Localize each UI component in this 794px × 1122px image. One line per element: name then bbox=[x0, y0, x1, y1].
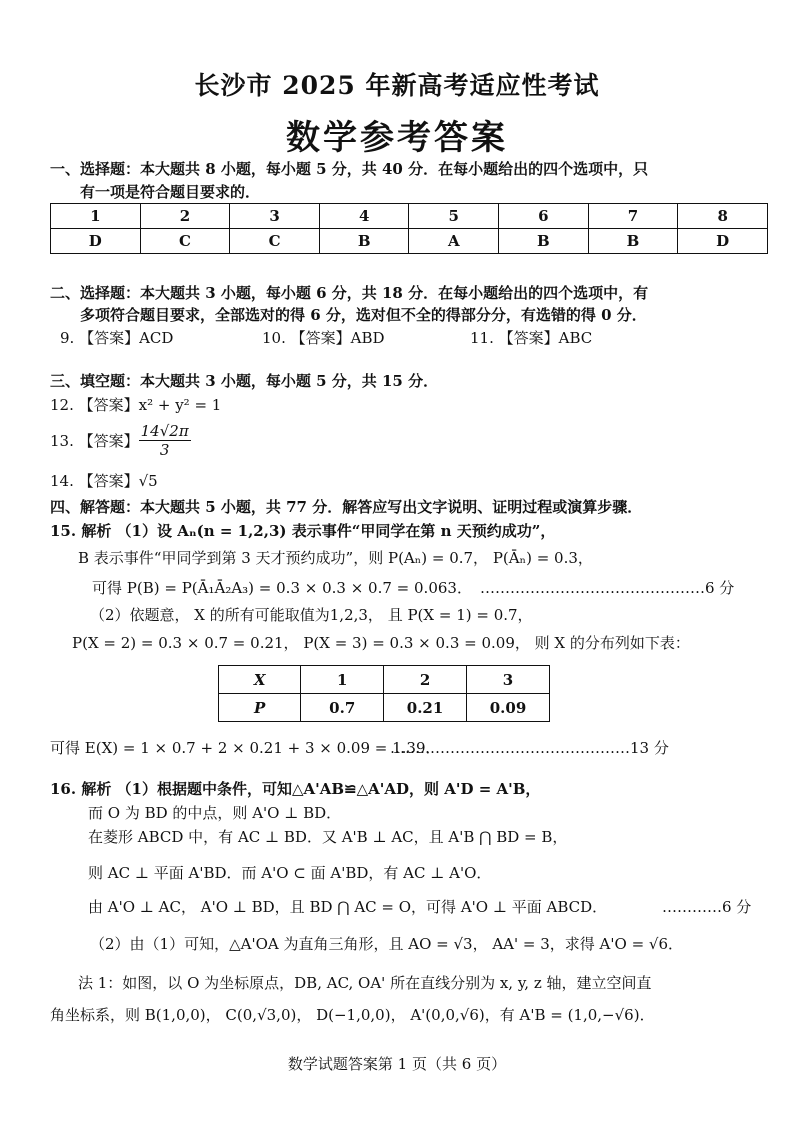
table-cell: 7 bbox=[588, 204, 678, 229]
table-cell: D bbox=[678, 229, 768, 254]
mcq-answer-table bbox=[50, 203, 768, 254]
table-cell: 1 bbox=[51, 204, 141, 229]
table-cell: 8 bbox=[678, 204, 768, 229]
fraction-denominator: 3 bbox=[159, 441, 170, 459]
table-cell: X bbox=[219, 666, 301, 694]
q15-line5: P(X = 2) = 0.3 × 0.7 = 0.21， P(X = 3) = 0.3 × 0.3 = 0.09， 则 X 的分布列如下表： bbox=[72, 634, 690, 652]
table-cell: C bbox=[230, 229, 320, 254]
q15-line6: 可得 E(X) = 1 × 0.7 + 2 × 0.21 + 3 × 0.09 = 1.39． bbox=[50, 739, 441, 757]
table-cell: 2 bbox=[140, 204, 230, 229]
answer-q13 bbox=[50, 422, 191, 459]
q16-line8: 角坐标系，则 B(1,0,0)， C(0,√3,0)， D(−1,0,0)， A'(0,0,√6)，有 A'B = (1,0,−√6)． bbox=[50, 1006, 655, 1024]
q16-line3: 在菱形 ABCD 中，有 AC ⊥ BD．又 A'B ⊥ AC，且 A'B ⋂ BD = B， bbox=[88, 828, 568, 846]
score-mark: …………6 分 bbox=[662, 898, 752, 916]
section1-heading-cont: 有一项是符合题目要求的． bbox=[80, 183, 261, 201]
q16-line5: 由 A'O ⊥ AC， A'O ⊥ BD，且 BD ⋂ AC = O，可得 A'O ⊥ 平面 ABCD． bbox=[88, 898, 608, 916]
table-cell: B bbox=[588, 229, 678, 254]
table-cell: C bbox=[140, 229, 230, 254]
table-row bbox=[219, 694, 550, 722]
q16-line1: 16. 解析 （1）根据题中条件，可知△A'AB≌△A'AD，则 A'D = A'B， bbox=[50, 780, 541, 798]
q15-line4: （2）依题意， X 的所有可能取值为1,2,3， 且 P(X = 1) = 0.7， bbox=[90, 606, 533, 624]
q15-line1: 15. 解析 （1）设 Aₙ(n = 1,2,3) 表示事件“甲同学在第 n 天预约成功”， bbox=[50, 522, 556, 540]
answer-q11: 11. 【答案】ABC bbox=[470, 329, 593, 347]
q16-line7: 法 1：如图，以 O 为坐标原点，DB, AC, OA' 所在直线分别为 x, y, z 轴，建立空间直 bbox=[78, 974, 652, 992]
table-cell: 3 bbox=[230, 204, 320, 229]
answer-q12: 12. 【答案】x² + y² = 1 bbox=[50, 396, 222, 414]
score-mark: ………………………………………6 分 bbox=[480, 579, 735, 597]
answer-q13-label: 13. 【答案】 bbox=[50, 432, 139, 450]
fraction bbox=[139, 422, 191, 459]
score-mark: …………………………………………13 分 bbox=[390, 739, 669, 757]
exam-title: 长沙市 2025 年新高考适应性考试 bbox=[194, 71, 600, 100]
section3-heading: 三、填空题：本大题共 3 小题，每小题 5 分，共 15 分． bbox=[50, 372, 439, 390]
page-title: 数学参考答案 bbox=[286, 118, 508, 158]
table-cell: 2 bbox=[384, 666, 467, 694]
section1-heading: 一、选择题：本大题共 8 小题，每小题 5 分，共 40 分．在每小题给出的四个选项中，只 bbox=[50, 160, 649, 178]
table-cell: 0.09 bbox=[467, 694, 550, 722]
table-cell: 4 bbox=[319, 204, 409, 229]
page-footer: 数学试题答案第 1 页（共 6 页） bbox=[287, 1055, 507, 1073]
q15-line3: 可得 P(B) = P(Ā₁Ā₂A₃) = 0.3 × 0.3 × 0.7 = 0.063． bbox=[92, 579, 472, 597]
q15-line2: B 表示事件“甲同学到第 3 天才预约成功”，则 P(Aₙ) = 0.7， P(Āₙ) = 0.3， bbox=[78, 549, 593, 567]
table-row bbox=[219, 666, 550, 694]
table-cell: 3 bbox=[467, 666, 550, 694]
table-cell: 0.7 bbox=[301, 694, 384, 722]
fraction-numerator: 14√2π bbox=[140, 422, 189, 440]
q16-line2: 而 O 为 BD 的中点，则 A'O ⊥ BD． bbox=[88, 804, 342, 822]
q16-line4: 则 AC ⊥ 平面 A'BD．而 A'O ⊂ 面 A'BD，有 AC ⊥ A'O． bbox=[88, 864, 492, 882]
table-cell: D bbox=[51, 229, 141, 254]
table-cell: 5 bbox=[409, 204, 499, 229]
q16-line6: （2）由（1）可知，△A'OA 为直角三角形，且 AO = √3， AA' = 3，求得 A'O = √6． bbox=[90, 935, 684, 953]
table-cell: A bbox=[409, 229, 499, 254]
distribution-table bbox=[218, 665, 550, 722]
answer-q9: 9. 【答案】ACD bbox=[60, 329, 174, 347]
section2-heading: 二、选择题：本大题共 3 小题，每小题 6 分，共 18 分．在每小题给出的四个选项中，有 bbox=[50, 284, 649, 302]
section4-heading: 四、解答题：本大题共 5 小题，共 77 分．解答应写出文字说明、证明过程或演算步骤． bbox=[50, 498, 643, 516]
table-row bbox=[51, 229, 768, 254]
table-cell: B bbox=[499, 229, 589, 254]
section2-heading-cont: 多项符合题目要求，全部选对的得 6 分，选对但不全的得部分分，有选错的得 0 分． bbox=[80, 306, 647, 324]
table-cell: P bbox=[219, 694, 301, 722]
table-cell: B bbox=[319, 229, 409, 254]
answer-q14: 14. 【答案】√5 bbox=[50, 472, 158, 490]
table-row bbox=[51, 204, 768, 229]
answer-q10: 10. 【答案】ABD bbox=[262, 329, 385, 347]
table-cell: 6 bbox=[499, 204, 589, 229]
table-cell: 1 bbox=[301, 666, 384, 694]
table-cell: 0.21 bbox=[384, 694, 467, 722]
